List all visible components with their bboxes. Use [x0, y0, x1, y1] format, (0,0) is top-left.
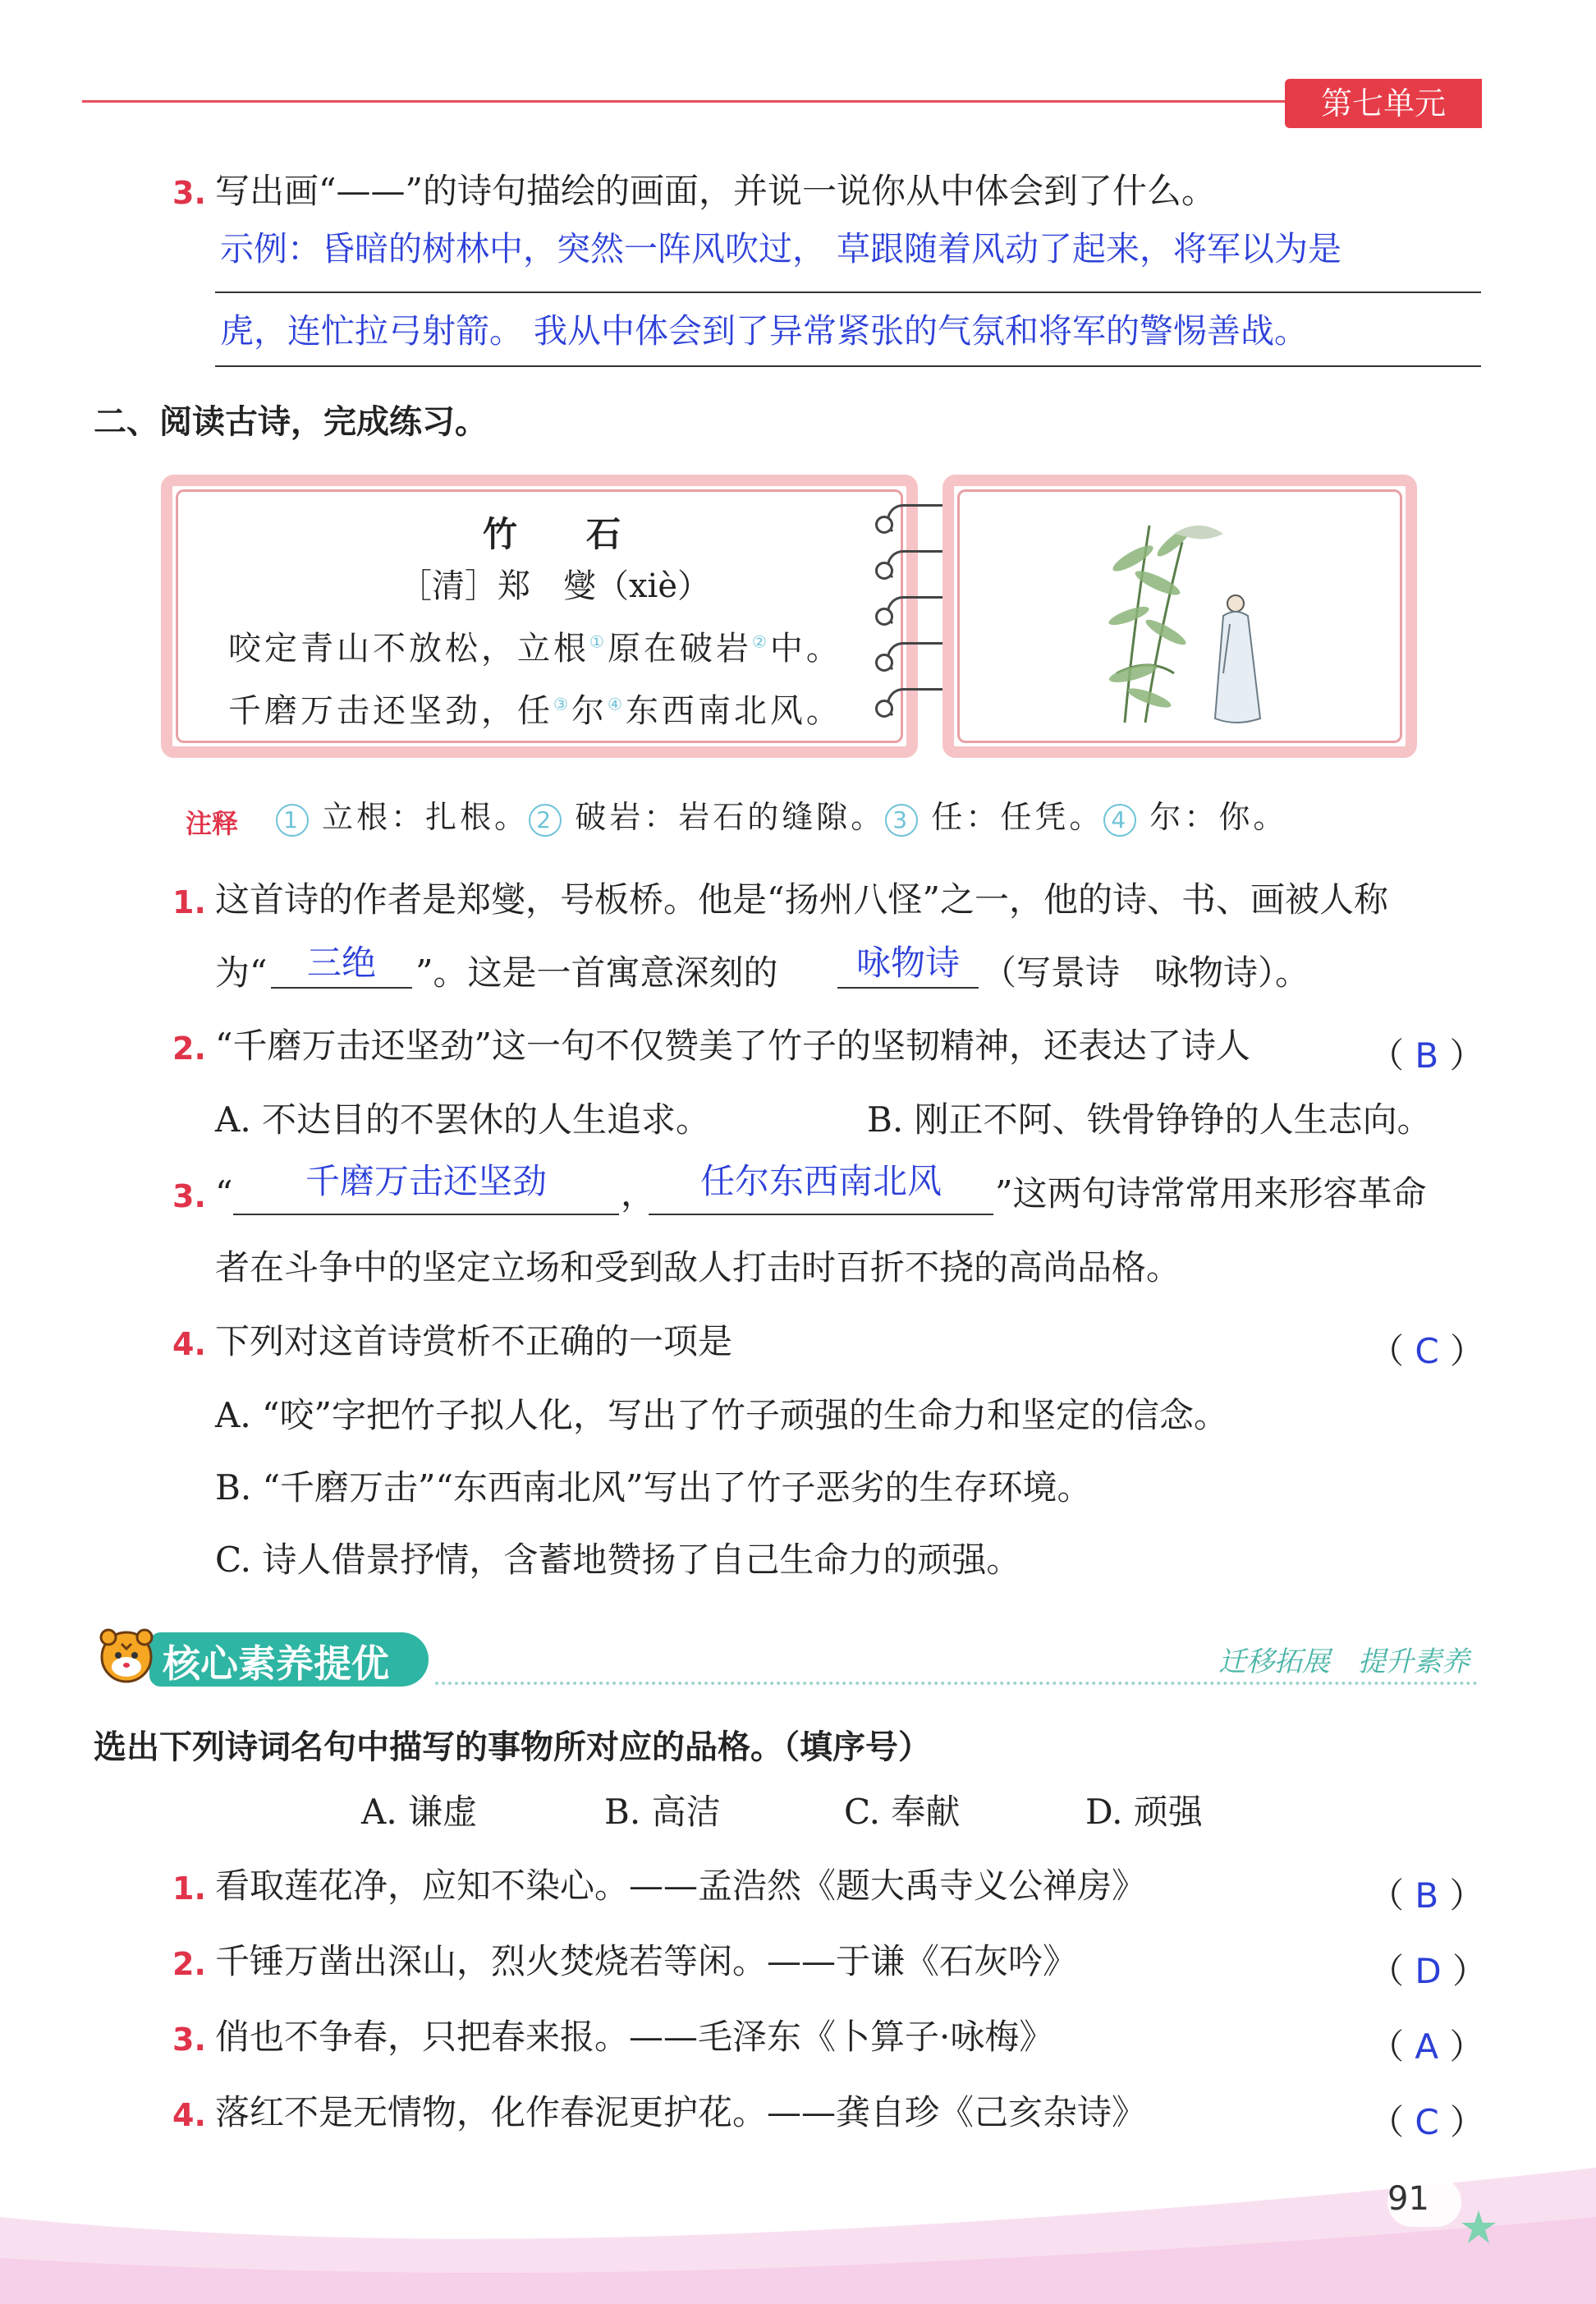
- question-number: 2.: [172, 1030, 206, 1067]
- section-heading: 二、阅读古诗，完成练习。: [94, 403, 488, 441]
- question-text: 者在斗争中的坚定立场和受到敌人打击时百折不挠的高尚品格。: [215, 1247, 1181, 1287]
- question-number: 3.: [172, 1178, 206, 1214]
- option-a: A. 不达目的不罢休的人生追求。: [215, 1099, 711, 1140]
- answer-blank: 千磨万击还坚劲: [233, 1164, 619, 1215]
- answer-blank: 咏物诗: [837, 946, 979, 989]
- question-text: 这首诗的作者是郑燮，号板桥。他是“扬州八怪”之一，他的诗、书、画被人称: [215, 879, 1388, 920]
- poem-line-2: 千磨万击还坚劲，任③尔④东西南北风。: [228, 692, 842, 730]
- question-number: 3.: [172, 175, 206, 211]
- footer-wave: [0, 2168, 1596, 2304]
- item-text: 落红不是无情物，化作春泥更护花。——龚自珍《己亥杂诗》: [215, 2092, 1147, 2132]
- notes-label: 注释: [186, 808, 239, 839]
- unit-tag: 第七单元: [1285, 79, 1482, 128]
- item-number: 2.: [172, 1946, 206, 1982]
- question-text: 为“: [215, 952, 268, 993]
- question-text: “: [215, 1173, 233, 1214]
- choice-b: B. 高洁: [604, 1792, 721, 1832]
- answer-line: [215, 291, 1481, 293]
- core-banner-title: 核心素养提优: [163, 1641, 389, 1686]
- core-instruction: 选出下列诗词名句中描写的事物所对应的品格。（填序号）: [94, 1728, 931, 1766]
- question-text: 写出画“——”的诗句描绘的画面，并说一说你从中体会到了什么。: [215, 171, 1216, 211]
- tiger-mascot-icon: [92, 1624, 166, 1693]
- notes-text: 1 立根：扎根。 2 破岩：岩石的缝隙。 3 任：任凭。 4 尔：你。: [276, 801, 1287, 837]
- question-text: ”这两句诗常常用来形容革命: [995, 1173, 1427, 1214]
- poem-author: ［清］郑 燮（xiè）: [399, 567, 711, 605]
- poem-line-1: 咬定青山不放松，立根①原在破岩②中。: [228, 630, 842, 668]
- header-rule: [82, 100, 1289, 103]
- star-icon: [1458, 2207, 1499, 2248]
- option-c: C. 诗人借景抒情，含蓄地赞扬了自己生命力的顽强。: [215, 1540, 1021, 1580]
- item-number: 3.: [172, 2022, 206, 2058]
- page-number: 91: [1387, 2180, 1429, 2218]
- question-text: ”。这是一首寓意深刻的: [415, 952, 778, 993]
- option-a: A. “咬”字把竹子拟人化，写出了竹子顽强的生命力和坚定的信念。: [215, 1395, 1228, 1435]
- item-text: 俏也不争春，只把春来报。——毛泽东《卜算子·咏梅》: [215, 2017, 1054, 2057]
- answer-text: 示例：昏暗的树林中，突然一阵风吹过， 草跟随着风动了起来，将军以为是: [220, 229, 1342, 268]
- item-text: 千锤万凿出深山，烈火焚烧若等闲。——于谦《石灰吟》: [215, 1941, 1078, 1981]
- answer-line: [215, 365, 1481, 367]
- question-text: 下列对这首诗赏析不正确的一项是: [215, 1321, 733, 1361]
- question-text: ，: [621, 1173, 656, 1214]
- question-text: “千磨万击还坚劲”这一句不仅赞美了竹子的坚韧精神，还表达了诗人: [215, 1026, 1250, 1066]
- core-slogan: 迁移拓展 提升素养: [1218, 1645, 1470, 1678]
- question-number: 4.: [172, 1326, 206, 1362]
- option-b: B. 刚正不阿、铁骨铮铮的人生志向。: [867, 1099, 1432, 1140]
- item-number: 1.: [172, 1870, 206, 1907]
- answer-paren: （ C ）: [1369, 2102, 1485, 2142]
- choice-c: C. 奉献: [844, 1792, 961, 1832]
- item-number: 4.: [172, 2097, 206, 2133]
- answer-blank: 任尔东西南北风: [649, 1164, 993, 1215]
- choice-a: A. 谦虚: [361, 1792, 478, 1832]
- answer-paren: （ D ）: [1369, 1951, 1488, 1991]
- answer-paren: （ C ）: [1369, 1331, 1485, 1371]
- dotted-divider: [435, 1682, 1478, 1685]
- question-text: （写景诗 咏物诗）。: [982, 952, 1310, 993]
- answer-blank: 三绝: [271, 946, 412, 989]
- answer-paren: （ A ）: [1369, 2026, 1484, 2067]
- choice-d: D. 顽强: [1085, 1792, 1203, 1832]
- answer-paren: （ B ）: [1369, 1035, 1484, 1076]
- answer-paren: （ B ）: [1369, 1875, 1484, 1916]
- option-b: B. “千磨万击”“东西南北风”写出了竹子恶劣的生存环境。: [215, 1467, 1092, 1508]
- core-banner: [92, 1624, 437, 1691]
- bamboo-scholar-illustration: [1100, 509, 1297, 731]
- question-number: 1.: [172, 884, 206, 920]
- item-text: 看取莲花净，应知不染心。——孟浩然《题大禹寺义公禅房》: [215, 1866, 1147, 1906]
- answer-text: 虎，连忙拉弓射箭。 我从中体会到了异常紧张的气氛和将军的警惕善战。: [220, 311, 1309, 351]
- poem-title: 竹 石: [483, 514, 621, 554]
